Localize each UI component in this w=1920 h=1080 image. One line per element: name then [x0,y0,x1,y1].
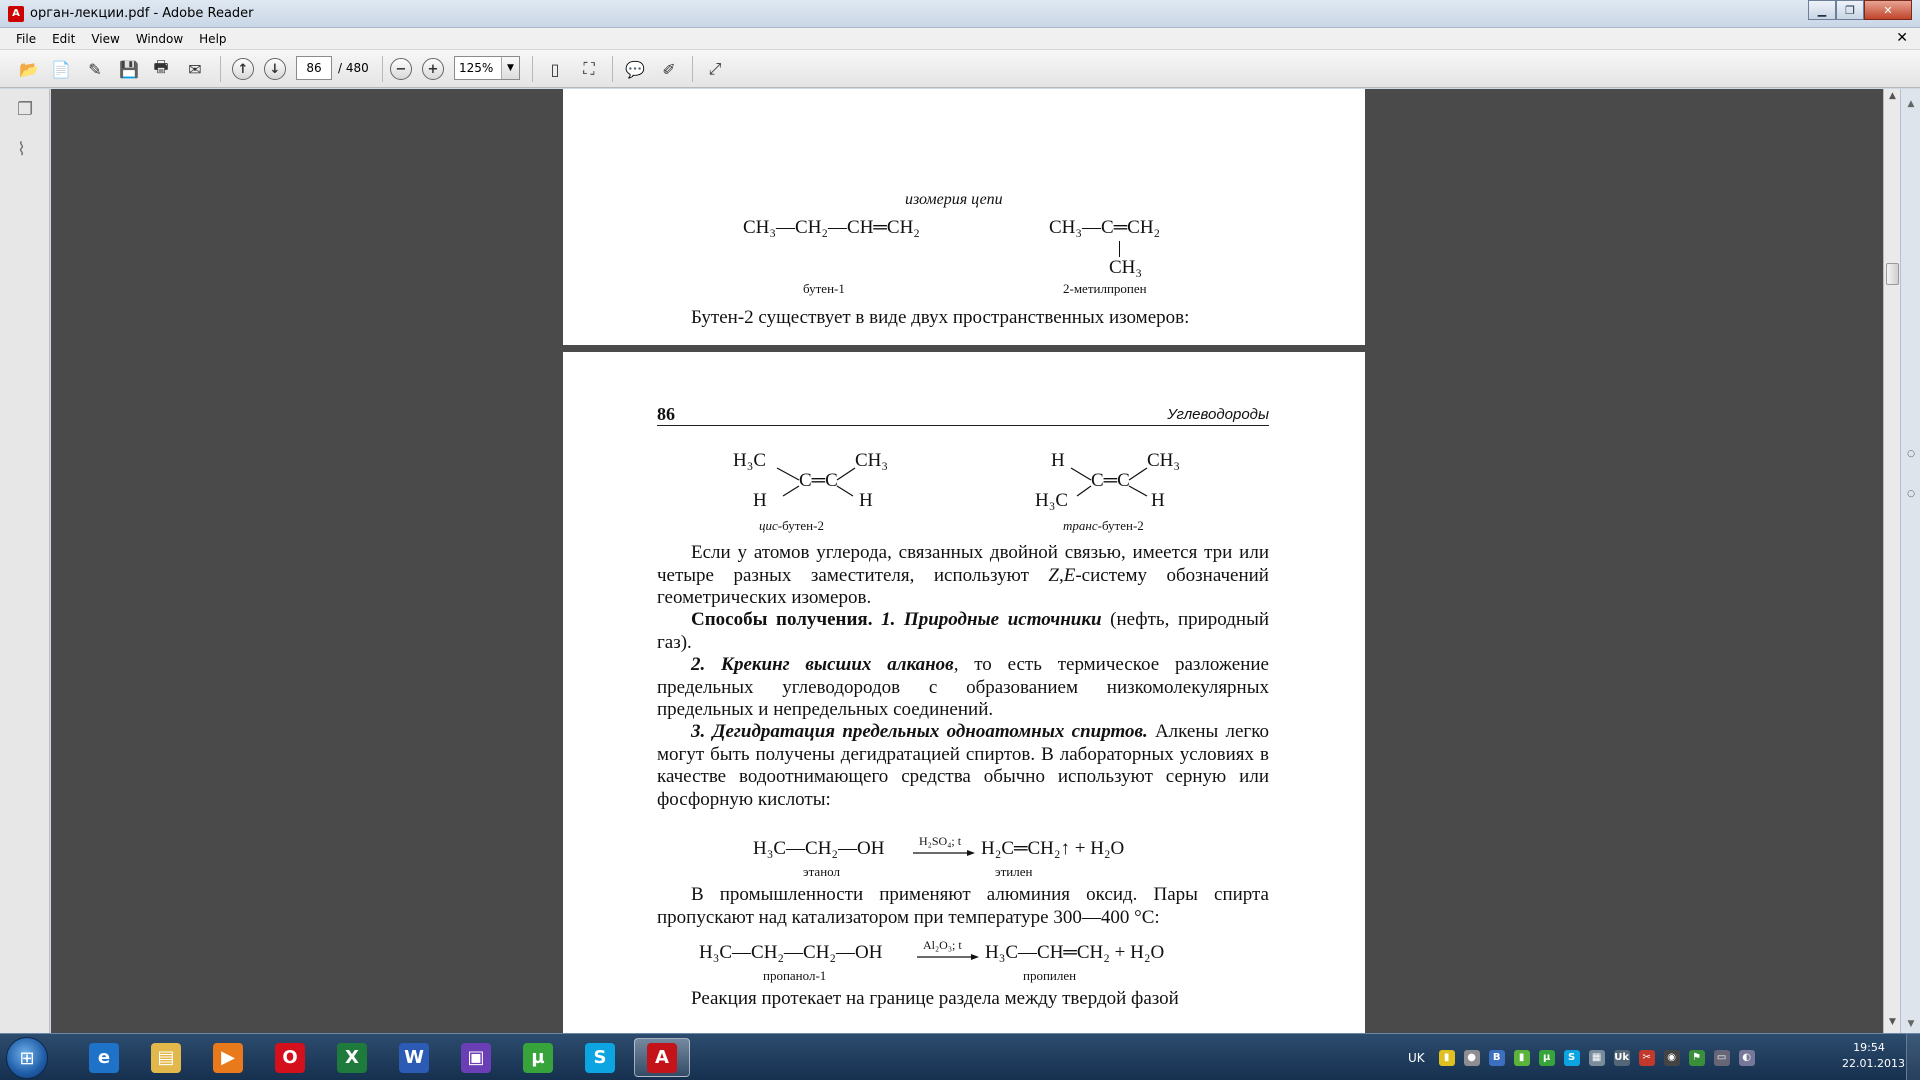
page-number: 86 [657,404,675,424]
trans-top-left: H [1051,450,1065,471]
next-page-icon[interactable]: ↓ [264,58,286,80]
taskbar-app-explorer[interactable] [138,1038,194,1077]
rx1-condition: H₂SO₄; t [919,834,962,848]
taskbar [0,1033,1920,1080]
reaction-arrow-icon [913,848,975,858]
p1-text-a: Если у атомов углерода, связанных двойной связью, имеется три или четыре разных заместителя, используют [657,542,1269,586]
menu-help[interactable]: Help [199,31,227,46]
clock[interactable] [1842,1040,1905,1072]
create-pdf-icon[interactable]: 📄 [51,59,71,79]
p3-bolditalic: 2. Крекинг высших алканов [691,654,954,675]
open-file-icon[interactable]: 📂 [19,59,39,79]
tray-icon[interactable]: S [1564,1050,1580,1066]
close-button[interactable]: ✕ [1864,0,1912,20]
trans-center: C═C [1091,470,1130,491]
tray-icon[interactable]: ▮ [1439,1050,1455,1066]
print-icon[interactable]: 🖶 [153,56,169,76]
tray-icon[interactable]: B [1489,1050,1505,1066]
tray-icon[interactable]: ◉ [1664,1050,1680,1066]
menu-file[interactable]: File [16,31,37,46]
paragraph-dehydration [657,721,1269,811]
opera-icon: O [275,1043,305,1073]
caption-methylpropene: 2-метилпропен [1063,281,1147,296]
attachments-icon[interactable]: ⌇ [17,139,26,160]
p2-bolditalic: 1. Природные источники [881,609,1102,630]
chevron-up-icon[interactable]: ▲ [1907,99,1915,109]
tray-icon[interactable]: ◐ [1739,1050,1755,1066]
utorrent-icon: µ [523,1043,553,1073]
zoom-value: 125% [459,61,494,75]
pdf-page-85 [563,89,1365,345]
window-controls [1808,0,1912,20]
toolbar [0,50,1920,88]
p4-bolditalic: 3. Дегидратация предельных одноатомных спиртов. [691,721,1148,742]
edit-pdf-icon[interactable]: ✎ [88,59,102,79]
cis-bottom-right: H [859,490,873,511]
cis-suffix: -бутен-2 [777,518,824,533]
p1-ze: Z,E [1048,564,1076,586]
scroll-thumb[interactable] [1886,263,1899,285]
close-document-icon[interactable]: ✕ [1896,30,1908,46]
cis-top-left: H₃C [733,450,767,471]
paragraph-reaction-interface: Реакция протекает на границе раздела между твердой фазой [691,988,1179,1009]
taskbar-app-ie[interactable] [76,1038,132,1077]
p1-text-b: -систему обозначений геометрических изомеров. [657,564,1269,608]
trans-bottom-right: H [1151,490,1165,511]
paragraph-butene-2: Бутен-2 существует в виде двух пространственных изомеров: [691,307,1190,328]
maximize-button[interactable]: ❐ [1836,0,1864,20]
zoom-in-icon[interactable]: + [422,58,444,80]
scroll-marker-icon: ○ [1907,489,1915,499]
reaction-arrow-icon [917,952,979,962]
taskbar-app-media-player[interactable] [200,1038,256,1077]
taskbar-app-skype[interactable] [572,1038,628,1077]
trans-suffix: -бутен-2 [1097,518,1144,533]
scroll-up-icon[interactable]: ▲ [1889,91,1896,101]
toolbar-separator [612,56,613,82]
pdf-icon: A [8,6,24,22]
p4-rest: Алкены легко могут быть получены дегидратацией спиртов. В лабораторных условиях в качестве водоотнимающего средства обычно используют серную или фосфорную кислоты: [657,721,1269,810]
menu-window[interactable]: Window [135,31,184,46]
cis-bond-lines [763,462,873,502]
rx1-caption-reactant: этанол [803,864,840,879]
ie-icon: e [89,1043,119,1073]
running-title: Углеводороды [1167,406,1269,423]
p2-rest: (нефть, природный газ). [657,609,1269,653]
tray-icon[interactable]: ▭ [1714,1050,1730,1066]
trans-top-right: CH₃ [1147,450,1181,471]
start-button[interactable]: ⊞ [6,1037,48,1079]
rx2-caption-reactant: пропанол-1 [763,968,827,983]
explorer-icon: ▤ [151,1043,181,1073]
tray-icons [1439,1050,1764,1066]
caption-butene-1: бутен-1 [803,281,845,296]
save-app-icon: ▣ [461,1043,491,1073]
tray-icon[interactable]: µ [1539,1050,1555,1066]
toolbar-separator [692,56,693,82]
trans-prefix: транс [1063,518,1098,533]
menu-view[interactable]: View [91,31,120,46]
skype-icon: S [585,1043,615,1073]
vertical-scrollbar[interactable] [1883,89,1900,1033]
taskbar-app-excel[interactable] [324,1038,380,1077]
taskbar-app-adobe-reader[interactable] [634,1038,690,1077]
adobe-reader-icon: A [647,1043,677,1073]
rx2-reactant: H₃C—CH₂—CH₂—OH [699,942,883,963]
branch-bond [1119,241,1120,257]
p2-bold: Способы получения. [691,609,873,630]
section-heading: изомерия цепи [905,191,1003,208]
tray-icon[interactable]: Uk [1614,1050,1630,1066]
taskbar-app-opera[interactable] [262,1038,318,1077]
toolbar-separator [382,56,383,82]
tray-icon[interactable]: ✂ [1639,1050,1655,1066]
expand-icon[interactable]: ⤢ [708,59,722,78]
taskbar-app-word[interactable] [386,1038,442,1077]
formula-methyl-branch: CH₃ [1109,257,1143,278]
page-number-input[interactable]: 86 [296,56,332,80]
scroll-marker-icon: ○ [1907,449,1915,459]
window-title: орган-лекции.pdf - Adobe Reader [30,6,254,21]
toolbar-separator [220,56,221,82]
tray-icon[interactable]: ● [1464,1050,1480,1066]
paragraph-methods [657,609,1269,654]
show-desktop-button[interactable] [1906,1034,1920,1080]
cis-top-right: CH₃ [855,450,889,471]
cis-prefix: цис [759,518,778,533]
pdf-page-86 [563,352,1365,1033]
email-icon[interactable]: ✉ [188,59,202,79]
title-bar [0,0,1920,28]
rx2-condition: Al₂O₃; t [923,938,962,952]
cis-caption [759,518,824,534]
menu-edit[interactable]: Edit [52,31,76,46]
scroll-down-icon[interactable]: ▼ [1889,1017,1896,1027]
toolbar-separator [532,56,533,82]
tray-icon[interactable]: ⚑ [1689,1050,1705,1066]
fit-width-icon[interactable]: ⛶ [583,59,595,78]
paragraph-industry: В промышленности применяют алюминия оксид. Пары спирта пропускают над катализатором при температуре 300—400 °C: [657,884,1269,928]
language-indicator[interactable]: UK [1408,1050,1425,1065]
cis-center: C═C [799,470,838,491]
paragraph-ze-system [657,542,1269,610]
trans-bond-lines [1059,462,1169,502]
rx1-reactant: H₃C—CH₂—OH [753,838,885,859]
fit-page-icon[interactable]: ▯ [550,59,560,79]
document-view[interactable] [51,89,1883,1033]
clock-date: 22.01.2013 [1842,1057,1905,1070]
trans-bottom-left: H₃C [1035,490,1069,511]
rx2-products: H₃C—CH═CH₂ + H₂O [985,942,1165,963]
save-icon[interactable]: 💾 [119,59,139,79]
rx1-products: H₂C═CH₂↑ + H₂O [981,838,1125,859]
page-thumbnails-icon[interactable]: ❐ [17,99,34,120]
zoom-select[interactable] [454,56,520,80]
minimize-button[interactable]: ▁ [1808,0,1836,20]
page-header [657,402,1269,426]
navigation-panel [0,89,50,1033]
formula-methylpropene: CH₃—C═CH₂ [1049,217,1161,238]
menu-bar [0,28,1920,50]
tray-icon[interactable]: ▦ [1589,1050,1605,1066]
comment-bubble-icon[interactable]: 💬 [625,59,645,79]
excel-icon: X [337,1043,367,1073]
zoom-out-icon[interactable]: − [390,58,412,80]
trans-caption [1063,518,1144,534]
system-tray [1408,1038,1764,1077]
clock-time: 19:54 [1853,1041,1885,1054]
chevron-down-icon[interactable]: ▼ [1907,1019,1915,1029]
window-scroll-strip [1900,89,1920,1033]
previous-page-icon[interactable]: ↑ [232,58,254,80]
media-player-icon: ▶ [213,1043,243,1073]
chevron-down-icon[interactable]: ▼ [501,57,519,79]
highlight-icon[interactable]: ✐ [662,59,676,79]
page-total: / 480 [338,61,369,75]
paragraph-cracking [657,654,1269,722]
rx1-caption-product: этилен [995,864,1033,879]
word-icon: W [399,1043,429,1073]
taskbar-app-save-app[interactable] [448,1038,504,1077]
rx2-caption-product: пропилен [1023,968,1077,983]
cis-bottom-left: H [753,490,767,511]
formula-butene-1: CH₃—CH₂—CH═CH₂ [743,217,920,238]
p3-rest: , то есть термическое разложение предельных углеводородов с образованием низкомолекулярных предельных и непредельных соединений. [657,654,1269,720]
tray-icon[interactable]: ▮ [1514,1050,1530,1066]
taskbar-app-utorrent[interactable] [510,1038,566,1077]
